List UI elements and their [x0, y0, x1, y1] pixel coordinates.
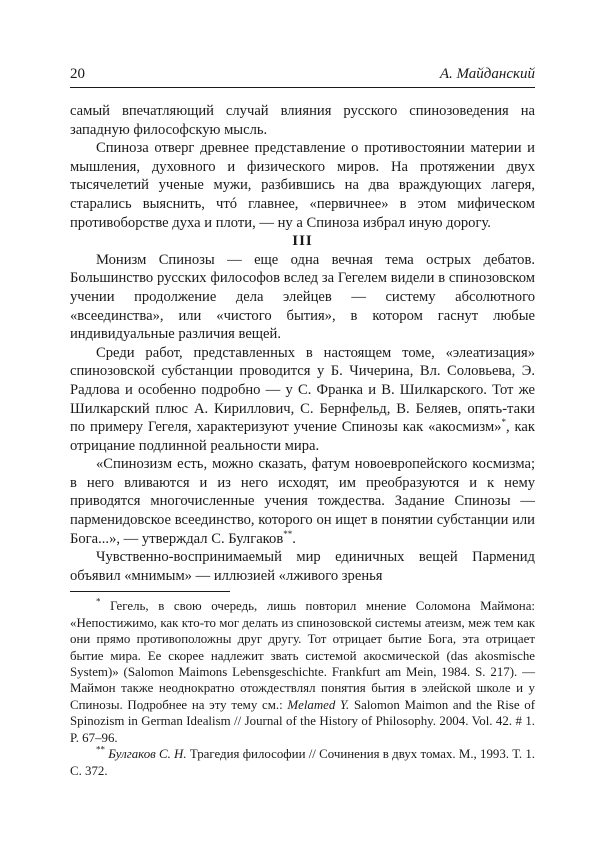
- footnote-1-text-a: Гегель, в свою очередь, лишь повторил мнение Соломона Маймона: «Непостижимо, как кто-то мог делать из спинозовской системы атеизм, меж тем как они прямо противоположны друг другу. Тот отрицает бытие Бога, эта отрицает бытие мира. Ее скорее надлежит звать системой акосмической (das akosmische System)» (Salomon Maimons Lebensgeschichte. Frankfurt am Mein, 1984. S. 217). — Маймон также неоднократно отождествлял понятия бытия в элейской школе и у Спинозы. Подробнее на эту тему см.:: [70, 599, 535, 712]
- footnote-ref-1: *: [501, 417, 506, 428]
- section-heading: III: [292, 233, 313, 250]
- paragraph-5: [70, 455, 535, 548]
- footnote-1-text-b: Salomon Maimon and the Rise of Spinozism in German Idealism // Journal of the History of Philosophy. 2004. Vol. 42. # 1. P. 67–96.: [70, 697, 535, 745]
- paragraph-5-text-b: .: [292, 530, 296, 547]
- paragraph-3: Монизм Спинозы — еще одна вечная тема острых дебатов. Большинство русских философов вслед за Гегелем видели в спинозовском учении продолжение дела элейцев — систему абсолютного «всеединства», или «чистого бытия», в котором гаснут любые индивидуальные различия вещей.: [70, 251, 535, 343]
- paragraph-4-text-b: , как отрицание подлинной реальности мира.: [70, 419, 535, 454]
- main-text: [70, 102, 535, 779]
- footnote-2-mark: **: [96, 744, 105, 755]
- footnote-1: [70, 598, 535, 746]
- paragraph-4: [70, 344, 535, 456]
- page-header: [70, 64, 535, 86]
- footnotes: [70, 598, 535, 778]
- page-number: 20: [70, 66, 85, 82]
- footnote-1-mark: *: [96, 597, 101, 608]
- footnote-ref-2: **: [283, 528, 293, 539]
- running-head-author: А. Майданский: [439, 66, 535, 82]
- paragraph-5-text-a: «Спинозизм есть, можно сказать, фатум новоевропейского космизма; в него вливаются и из него исходят, им преобразуются и к нему приводятся многочисленные учения тождества. Задание Спинозы — парменидовское всеединство, которого он ищет в понятии субстанции или Бога...», — утверждал С. Булгаков: [70, 456, 535, 547]
- paragraph-2: Спиноза отверг древнее представление о противостоянии материи и мышления, духовного и физического миров. На протяжении двух тысячелетий ученые мужи, разбившись на два враждующих лагеря, старались выяснить, чтó главнее, «первичнее» в этом мифическом противоборстве духа и плоти, — ну а Спиноза избрал иную дорогу.: [70, 140, 535, 231]
- footnote-rule: [70, 591, 230, 592]
- footnote-2: [70, 746, 535, 779]
- header-rule: [70, 87, 535, 88]
- footnote-2-author: Булгаков С. Н.: [105, 747, 187, 762]
- footnote-1-author: Melamed Y.: [287, 697, 350, 712]
- footnote-2-text: Трагедия философии // Сочинения в двух томах. М., 1993. Т. 1. С. 372.: [70, 747, 535, 778]
- paragraph-4-text-a: Среди работ, представленных в настоящем томе, «элеатизация» спинозовской субстанции проводится у Б. Чичерина, Вл. Соловьева, Э. Радлова и особенно подробно — у С. Франка и В. Шилкарского. Тот же Шилкарский плюс А. Кириллович, С. Бернфельд, В. Беляев, опять-таки по примеру Гегеля, характеризуют учение Спинозы как «акосмизм»: [70, 344, 535, 436]
- paragraph-6: Чувственно-воспринимаемый мир единичных вещей Парменид объявил «мнимым» — иллюзией «лживого зренья: [70, 549, 535, 584]
- paragraph-1: самый впечатляющий случай влияния русского спинозоведения на западную философскую мысль.: [70, 103, 535, 138]
